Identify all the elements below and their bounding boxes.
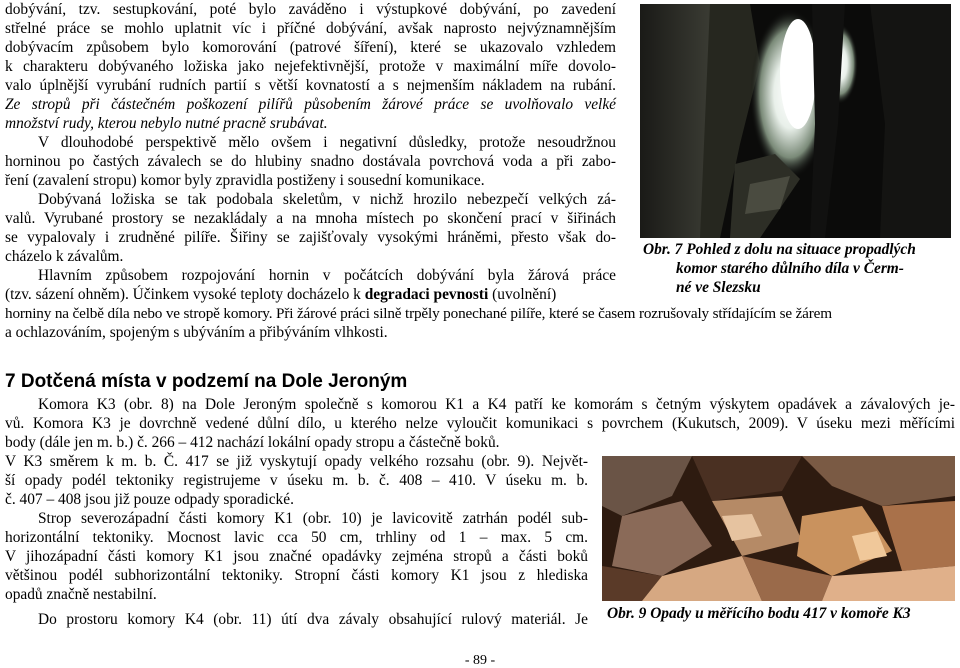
emphasis-term: degradaci pevnosti xyxy=(364,286,489,303)
figure-7-caption-line: Obr. 7 Pohled z dolu na situace propadlých xyxy=(643,241,916,258)
text-line: se vypalovaly i zrudněné pilíře. Šiřiny se zajišťovaly vysokými hráněmi, přesto však do- xyxy=(5,229,616,246)
text-line: horniny na čelbě díla nebo ve stropě komory. Při žárové práci silně trpěly ponechané pilíře, které se časem rozrušovaly střídajícím se žárem xyxy=(5,305,832,322)
text-line: dobývacím způsobem bylo komorování (patrové šíření), které se ukazovalo vzhledem xyxy=(5,39,616,56)
text-line: opadů značně nestabilní. xyxy=(5,586,157,603)
text-line: Strop severozápadní části komory K1 (obr. 10) je lavicovitě zatrhán podél sub- xyxy=(38,510,588,527)
text-line: cházelo k závalům. xyxy=(5,248,124,265)
text-line: V K3 směrem k m. b. Č. 417 se již vyskytují opady velkého rozsahu (obr. 9). Největ- xyxy=(5,453,588,470)
text-line: množství rudy, kterou nebylo nutné pracně srubávat. xyxy=(5,115,328,132)
text-line: valů. Vyrubané prostory se nezakládaly a na mnoha místech po skončení prací v šiřinách xyxy=(5,210,616,227)
text-line: a ochlazováním, spojeným s ubýváním a přibýváním vlhkosti. xyxy=(5,324,388,341)
text-line: (tzv. sázení ohněm). Účinkem vysoké teploty docházelo k degradaci pevnosti (uvolnění) xyxy=(5,286,557,303)
text-line: Dobývaná ložiska se tak podobala skeletům, v nichž hrozilo nebezpečí velkých zá- xyxy=(38,191,616,208)
text-line: Do prostoru komory K4 (obr. 11) útí dva závaly obsahující rulový materiál. Je xyxy=(38,611,588,628)
text-line: Komora K3 (obr. 8) na Dole Jeroným společně s komorou K1 a K4 patří ke komorám s četným výskytem opadávek a závalových je- xyxy=(38,396,955,413)
text-line: horninou po častých závalech se do hlubiny snadno dostávala povrchová voda a při zabo- xyxy=(5,153,616,170)
figure-7-caption-line: né ve Slezsku xyxy=(676,279,761,296)
text-line: dobývání, tzv. sestupkování, poté bylo zaváděno i výstupkové dobývání, po zavedení xyxy=(5,1,616,18)
mine-shaft-photo xyxy=(640,4,951,238)
text-line: body (dále jen m. b.) č. 266 – 412 nachází lokální opady stropu a částečně boků. xyxy=(5,434,500,451)
page-number: - 89 - xyxy=(464,653,496,668)
text-line: V jihozápadní části komory K1 jsou značné opadávky zejména stropů a části boků xyxy=(5,548,588,565)
text-line: V dlouhodobé perspektivě mělo ovšem i negativní důsledky, protože nesoudržnou xyxy=(38,134,616,151)
figure-9-caption: Obr. 9 Opady u měřícího bodu 417 v komoře K3 xyxy=(607,605,911,622)
text-line: Hlavním způsobem rozpojování hornin v počátcích dobývání byla žárová práce xyxy=(38,267,616,284)
text-line: většinou podél subhorizontální tektoniky. Stropní části komory K1 jsou z hlediska xyxy=(5,567,588,584)
rock-fall-photo xyxy=(602,456,955,601)
text-line: k charakteru dobývaného ložiska jako nejefektivnější, protože v maximální míře dovolo- xyxy=(5,58,616,75)
shaft-light-illustration xyxy=(640,4,951,238)
section-heading: 7 Dotčená místa v podzemí na Dole Jeroným xyxy=(5,371,408,392)
text-line: valo úplnější vyrubání rudních partií s větší kovnatostí a s nejmenším nákladem na rubání. xyxy=(5,77,616,94)
figure-7-caption-line: komor starého důlního díla v Čerm- xyxy=(676,260,904,277)
text-line: ření (zavalení stropu) komor byly zpravidla postiženy i sousední komunikace. xyxy=(5,172,485,189)
text-line: horizontální tektoniky. Mocnost lavic cca 50 cm, trhliny od 1 – max. 5 cm. xyxy=(5,529,588,546)
text-line: střelné práce se mohlo uplatnit víc i příčné dobývání, avšak naprosto nejvýznamnějším xyxy=(5,20,616,37)
text-line: ší opady podél tektoniky registrujeme v úseku m. b. č. 408 – 410. V úseku m. b. xyxy=(5,472,588,489)
text-line: vů. Komora K3 je dovrchně vedené důlní dílo, u kterého nelze vyloučit komunikaci s povrchem (Kukutsch, 2009). V úseku mezi měřícími xyxy=(5,415,955,432)
text-line: Ze stropů při částečném poškození pilířů působením žárové práce se uvolňovalo velké xyxy=(5,96,616,113)
rock-fall-illustration xyxy=(602,456,955,601)
text-line: č. 407 – 408 jsou již pouze odpady sporadické. xyxy=(5,491,294,508)
